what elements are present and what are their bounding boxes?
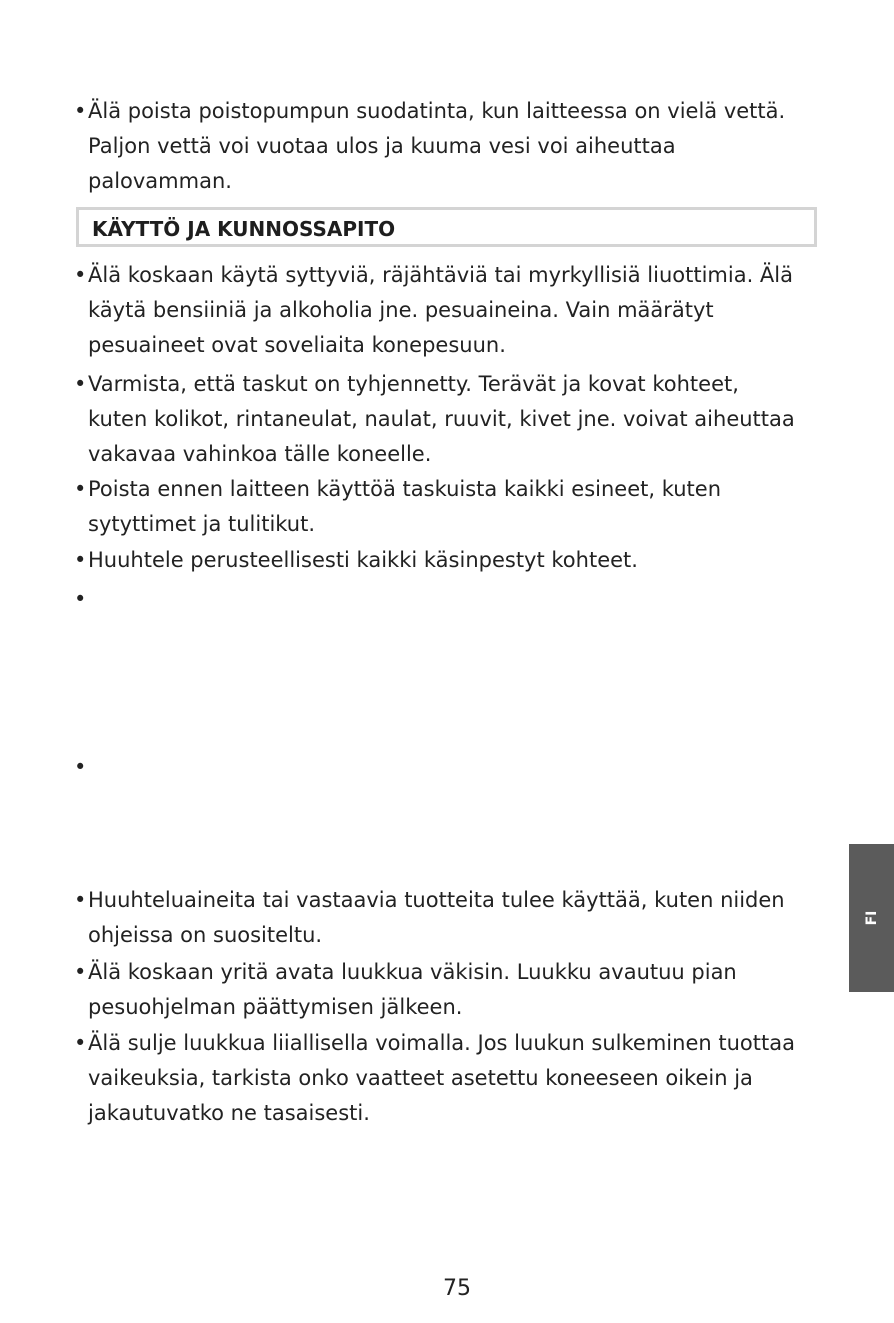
list-item-text: Älä poista poistopumpun suodatinta, kun laitteessa on vielä vettä. Paljon vettä voi vuotaa ulos ja kuuma vesi voi aiheuttaa palovamman. [88,99,792,193]
list-item-intro [74,94,804,199]
list-item-text: Huuhteluaineita tai vastaavia tuotteita tulee käyttää, kuten niiden ohjeissa on suositeltu. [88,888,792,947]
list-item [74,258,804,363]
bullet-icon: • [74,1031,87,1055]
bullet-icon: • [74,372,87,396]
list-item [74,883,804,953]
list-item-text: Älä koskaan yritä avata luukkua väkisin. Luukku avautuu pian pesuohjelman päättymisen jälkeen. [88,960,744,1019]
bullet-icon: • [74,755,87,779]
list-item-text: Älä sulje luukkua liiallisella voimalla. Jos luukun sulkeminen tuottaa vaikeuksia, tarkista onko vaatteet asetettu koneeseen oikein ja jakautuvatko ne tasaisesti. [88,1031,802,1125]
list-item-text: Varmista, että taskut on tyhjennetty. Terävät ja kovat kohteet, kuten kolikot, rintaneulat, naulat, ruuvit, kivet jne. voivat aiheuttaa vakavaa vahinkoa tälle koneelle. [88,372,802,466]
list-item [74,1026,804,1131]
list-item [74,472,804,542]
section-heading-box [76,207,817,247]
bullet-icon: • [74,477,87,501]
bullet-icon: • [74,548,87,572]
list-item-text: Poista ennen laitteen käyttöä taskuista kaikki esineet, kuten sytyttimet ja tulitikut. [88,477,728,536]
bullet-icon: • [74,960,87,984]
list-item [74,543,804,578]
section-title: KÄYTTÖ JA KUNNOSSAPITO [92,217,396,241]
language-tab-label: FI [863,910,880,926]
list-item [74,367,804,472]
page-number: 75 [443,1276,471,1301]
list-item-text: Älä koskaan käytä syttyviä, räjähtäviä tai myrkyllisiä liuottimia. Älä käytä bensiiniä ja alkoholia jne. pesuaineina. Vain määrätyt pesuaineet ovat soveliaita konepesuun. [88,263,800,357]
bullet-icon: • [74,587,87,611]
bullet-icon: • [74,888,87,912]
list-item [74,955,804,1025]
language-tab [849,844,894,992]
bullet-icon: • [74,263,87,287]
list-item-text: Huuhtele perusteellisesti kaikki käsinpestyt kohteet. [88,548,638,572]
bullet-icon: • [74,99,87,123]
